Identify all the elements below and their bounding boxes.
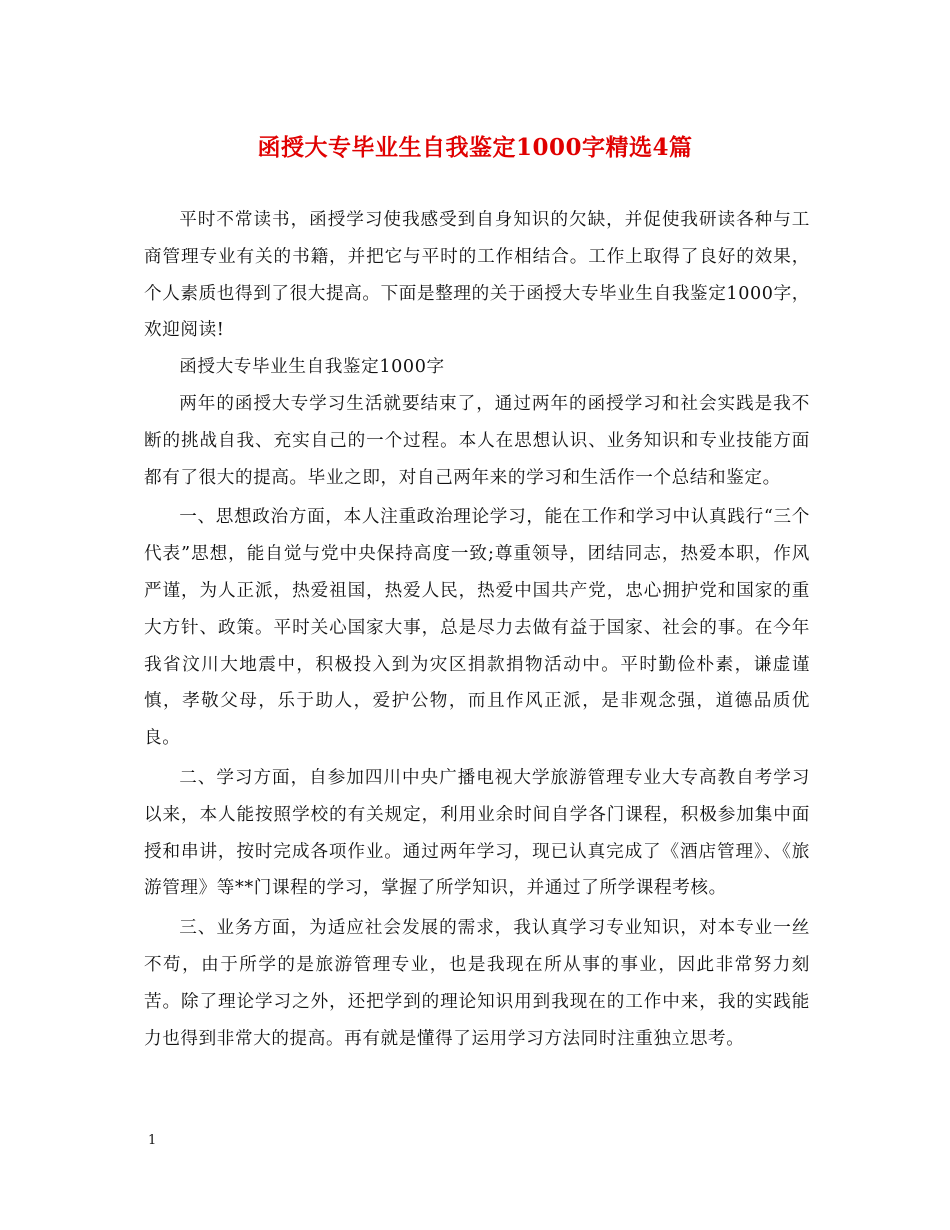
business-paragraph: 三、业务方面，为适应社会发展的需求，我认真学习专业知识，对本专业一丝不苟，由于所学的是旅游管理专业，也是我现在所从事的事业，因此非常努力刻苦。除了理论学习之外，还把学到的理论知识用到我现在的工作中来，我的实践能力也得到非常大的提高。再有就是懂得了运用学习方法同时注重独立思考。 [144, 918, 810, 1049]
page-number: 1 [148, 1133, 157, 1148]
document-title: 函授大专毕业生自我鉴定1000字精选4篇 [257, 134, 693, 161]
political-paragraph: 一、思想政治方面，本人注重政治理论学习，能在工作和学习中认真践行“三个代表”思想，能自觉与党中央保持高度一致;尊重领导，团结同志，热爱本职，作风严谨，为人正派，热爱祖国，热爱人民，热爱中国共产党，忠心拥护党和国家的重大方针、政策。平时关心国家大事，总是尽力去做有益于国家、社会的事。在今年我省汶川大地震中，积极投入到为灾区捐款捐物活动中。平时勤俭朴素，谦虚谨慎，孝敬父母，乐于助人，爱护公物，而且作风正派，是非观念强，道德品质优良。 [144, 507, 810, 749]
section-heading: 函授大专毕业生自我鉴定1000字 [179, 357, 445, 378]
document-body [144, 202, 810, 1057]
study-paragraph: 二、学习方面，自参加四川中央广播电视大学旅游管理专业大专高教自考学习以来，本人能按照学校的有关规定，利用业余时间自学各门课程，积极参加集中面授和串讲，按时完成各项作业。通过两年学习，现已认真完成了《酒店管理》、《旅游管理》等**门课程的学习，掌握了所学知识，并通过了所学课程考核。 [144, 767, 810, 899]
opening-paragraph: 两年的函授大专学习生活就要结束了，通过两年的函授学习和社会实践是我不断的挑战自我、充实自己的一个过程。本人在思想认识、业务知识和专业技能方面都有了很大的提高。毕业之即，对自己两年来的学习和生活作一个总结和鉴定。 [144, 393, 810, 488]
intro-paragraph: 平时不常读书，函授学习使我感受到自身知识的欠缺，并促使我研读各种与工商管理专业有关的书籍，并把它与平时的工作相结合。工作上取得了良好的效果，个人素质也得到了很大提高。下面是整理的关于函授大专毕业生自我鉴定1000字，欢迎阅读! [144, 210, 810, 341]
